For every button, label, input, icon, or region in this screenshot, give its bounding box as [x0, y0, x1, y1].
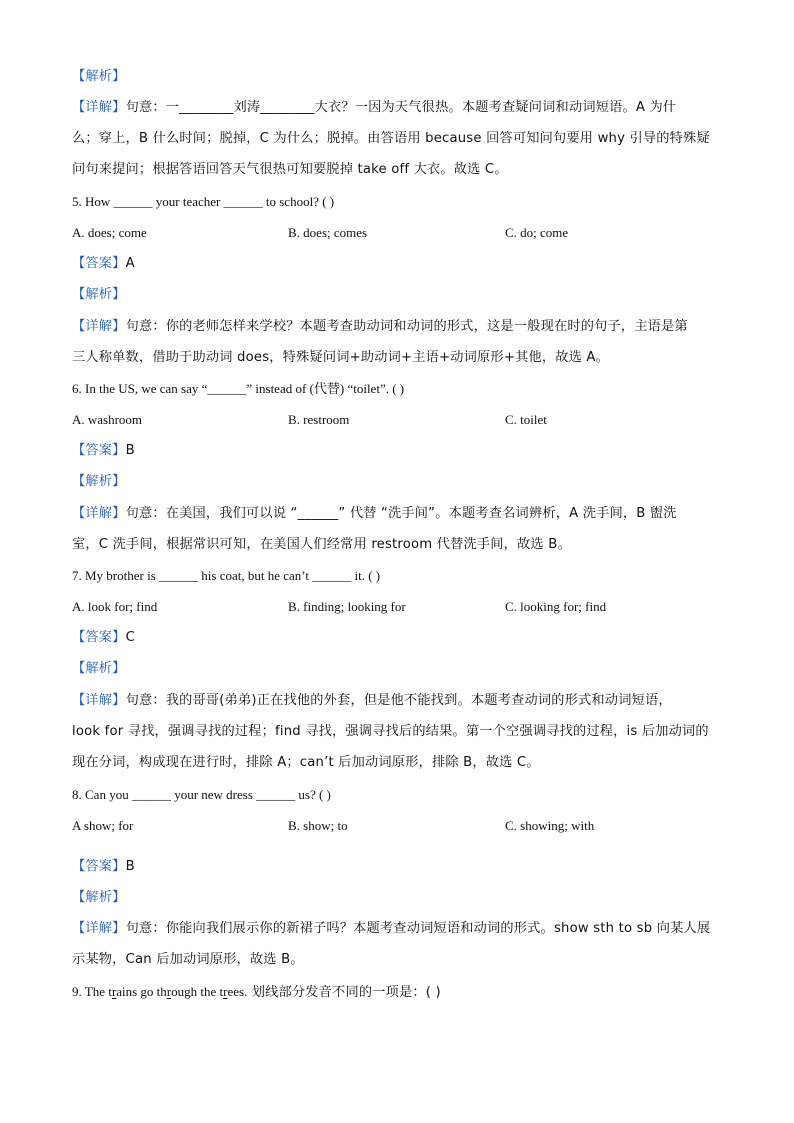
answer-line [72, 255, 135, 273]
section-tag: 【答案】 [72, 859, 126, 874]
section-tag: 【解析】 [72, 287, 126, 302]
explanation-line: 示某物，Can 后加动词原形，故选 B。 [72, 952, 304, 967]
question-text: th [156, 984, 167, 999]
analysis-label [72, 286, 126, 304]
question-stem: 5. How ______ your teacher ______ to school? ( ) [72, 194, 335, 209]
option-a: A. does; come [72, 225, 147, 240]
explanation-line: 三人称单数，借助于助动词 does，特殊疑问词+助动词+主语+动词原形+其他，故选 A。 [72, 350, 610, 365]
option-c: C. showing; with [505, 818, 595, 833]
option-a: A. washroom [72, 412, 143, 427]
question-text: 9. The [72, 984, 109, 999]
section-tag: 【详解】 [72, 319, 126, 334]
section-tag: 【答案】 [72, 443, 126, 458]
analysis-label [72, 889, 126, 907]
section-tag: 【答案】 [72, 256, 126, 271]
detail-text: 句意：我的哥哥(弟弟)正在找他的外套，但是他不能找到。本题考查动词的形式和动词短语， [125, 693, 672, 708]
option-b: B. show; to [288, 818, 348, 833]
section-tag: 【解析】 [72, 661, 126, 676]
option-b: B. restroom [288, 412, 350, 427]
section-tag: 【详解】 [72, 921, 126, 936]
question-text: t [219, 984, 224, 999]
analysis-label [72, 473, 126, 491]
option-c: C. toilet [505, 412, 547, 427]
question-text: t [108, 984, 112, 999]
section-tag: 【详解】 [72, 693, 126, 708]
underlined-letter: r [166, 984, 172, 999]
question-stem: 7. My brother is ______ his coat, but he can’t ______ it. ( ) [72, 568, 381, 583]
explanation-line: 么；穿上，B 什么时间；脱掉，C 为什么；脱掉。由答语用 because 回答可知问句要用 why 引导的特殊疑 [72, 131, 710, 146]
answer-text: B [125, 859, 135, 874]
analysis-label [72, 660, 126, 678]
question-stem: 8. Can you ______ your new dress ______ us? ( ) [72, 787, 331, 802]
question-text: ough the [171, 984, 220, 999]
answer-line [72, 442, 135, 460]
option-c: C. looking for; find [505, 599, 607, 614]
question-stem [72, 983, 441, 1002]
option-b: B. finding; looking for [288, 599, 406, 614]
detail-line [72, 920, 710, 938]
explanation-line: look for 寻找，强调寻找的过程；find 寻找，强调寻找后的结果。第一个空强调寻找的过程，is 后加动词的 [72, 724, 709, 739]
answer-line [72, 858, 135, 876]
question-stem: 6. In the US, we can say “______” instead of (代替) “toilet”. ( ) [72, 381, 405, 396]
option-b: B. does; comes [288, 225, 368, 240]
detail-text: 句意：你的老师怎样来学校？本题考查助动词和动词的形式，这是一般现在时的句子，主语是第 [125, 319, 688, 334]
option-a: A show; for [72, 818, 134, 833]
explanation-line: 问句来提问；根据答语回答天气很热可知要脱掉 take off 大衣。故选 C。 [72, 162, 508, 177]
underlined-letter: r [111, 984, 117, 999]
detail-line [72, 318, 688, 336]
detail-text: 句意：一________刘涛________大衣？一因为天气很热。本题考查疑问词和动词短语。A 为什 [125, 100, 677, 115]
detail-text: 句意：你能向我们展示你的新裙子吗？本题考查动词短语和动词的形式。show sth to sb 向某人展 [125, 921, 711, 936]
section-tag: 【解析】 [72, 69, 126, 84]
question-text: ains go [116, 984, 157, 999]
analysis-label [72, 68, 126, 86]
detail-line [72, 99, 676, 117]
question-instruction: 划线部分发音不同的一项是：( ) [247, 985, 441, 1000]
answer-line [72, 629, 135, 647]
explanation-line: 室，C 洗手间，根据常识可知，在美国人们经常用 restroom 代替洗手间，故选 B。 [72, 537, 571, 552]
answer-text: A [125, 256, 135, 271]
underlined-letter: r [223, 984, 228, 999]
section-tag: 【详解】 [72, 506, 126, 521]
answer-text: B [125, 443, 135, 458]
section-tag: 【详解】 [72, 100, 126, 115]
option-a: A. look for; find [72, 599, 158, 614]
section-tag: 【解析】 [72, 890, 126, 905]
section-tag: 【答案】 [72, 630, 126, 645]
option-c: C. do; come [505, 225, 569, 240]
question-text: ees. [227, 984, 248, 999]
detail-line [72, 692, 672, 710]
answer-text: C [125, 630, 135, 645]
section-tag: 【解析】 [72, 474, 126, 489]
explanation-line: 现在分词，构成现在进行时，排除 A；can’t 后加动词原形，排除 B，故选 C。 [72, 755, 540, 770]
detail-text: 句意：在美国，我们可以说 “______” 代替 “洗手间”。本题考查名词辨析，A 洗手间，B 盥洗 [125, 506, 677, 521]
detail-line [72, 505, 677, 523]
